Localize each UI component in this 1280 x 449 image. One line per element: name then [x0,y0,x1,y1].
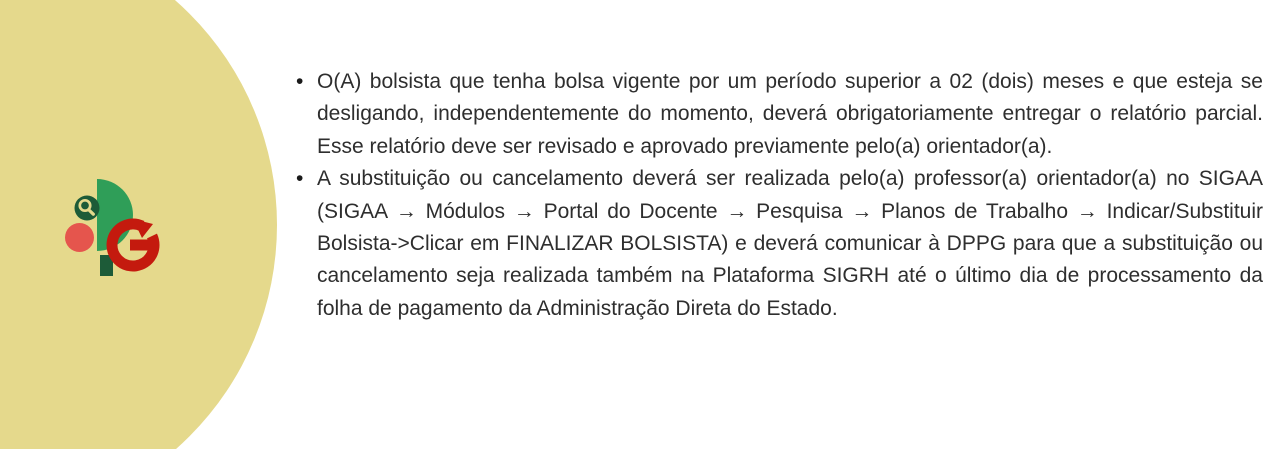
list-item [296,66,1263,163]
logo [62,175,162,280]
bullet-marker: • [296,70,304,93]
salmon-circle-shape [65,223,94,252]
logo-graphic [62,175,162,280]
bullet-text-1: O(A) bolsista que tenha bolsa vigente por um período superior a 02 (dois) meses e que esteja se desligando, independentemente do momento, deverá obrigatoriamente entregar o relatório parcial. Esse relatório deve ser revisado e aprovado previamente pelo(a) orientador(a). [317,70,1263,158]
bullet-text-2: A substituição ou cancelamento deverá ser realizada pelo(a) professor(a) orientador(a) no SIGAA (SIGAA → Módulos → Portal do Docente → Pesquisa → Planos de Trabalho → Indicar/Substituir Bolsista->Clicar em FINALIZAR BOLSISTA) e deverá comunicar à DPPG para que a substituição ou cancelamento seja realizada também na Plataforma SIGRH até o último dia de processamento da folha de pagamento da Administração Direta do Estado. [317,167,1263,320]
list-item [296,163,1263,325]
bullet-list [296,66,1263,325]
bullet-marker: • [296,167,304,191]
magnifier-icon [75,196,100,221]
